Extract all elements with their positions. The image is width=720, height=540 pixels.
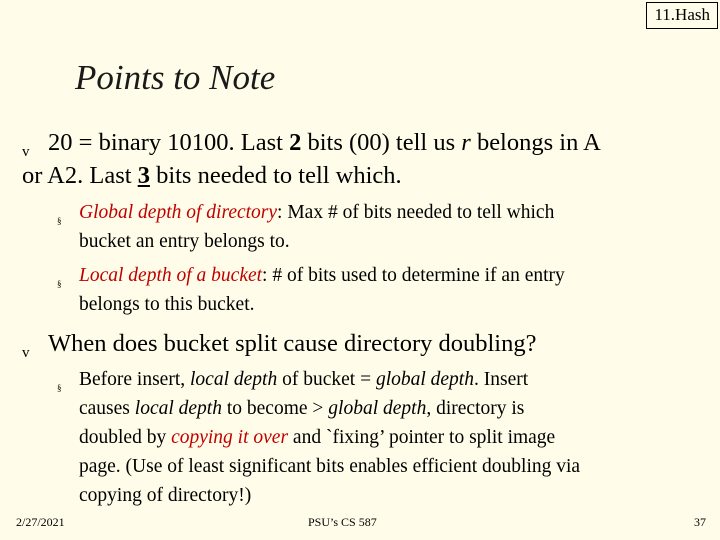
footer-date: 2/27/2021 xyxy=(16,515,65,529)
sub-bullet-1: § Global depth of directory: Max # of bits needed to tell which bucket an entry belongs to. xyxy=(57,202,555,252)
sub-marker-icon: § xyxy=(57,279,62,289)
sub-marker-icon: § xyxy=(57,216,62,226)
sub-marker-icon: § xyxy=(57,383,62,393)
bullet-1-line-2: or A2. Last 3 bits needed to tell which. xyxy=(22,162,402,189)
bullet-1-text xyxy=(22,126,601,192)
bullet-marker-icon: v xyxy=(22,345,30,361)
bullet-marker-icon: v xyxy=(22,144,30,160)
bullet-1-line-1: 20 = binary 10100. Last 2 bits (00) tell us r belongs in A xyxy=(48,129,601,156)
section-tag: 11.Hash xyxy=(646,2,718,29)
footer-page-number: 37 xyxy=(694,515,706,529)
term-global-depth: Global depth of directory xyxy=(79,202,278,223)
bullet-1 xyxy=(22,126,702,196)
slide-title: Points to Note xyxy=(75,58,276,97)
footer-course: PSU’s CS 587 xyxy=(308,515,377,529)
sub-bullet-3: § Before insert, local depth of bucket = global depth. Insert causes local depth to become > global depth, directory is doubled by copying it over and `fixing’ pointer to split image page. (Use of least significant bits enables efficient doubling via copying of directory!) xyxy=(57,369,581,506)
bullet-2: v When does bucket split cause directory doubling? xyxy=(22,327,702,363)
sub-bullet-2: § Local depth of a bucket: # of bits used to determine if an entry belongs to this bucket. xyxy=(57,265,565,315)
term-local-depth: Local depth of a bucket xyxy=(79,265,263,286)
